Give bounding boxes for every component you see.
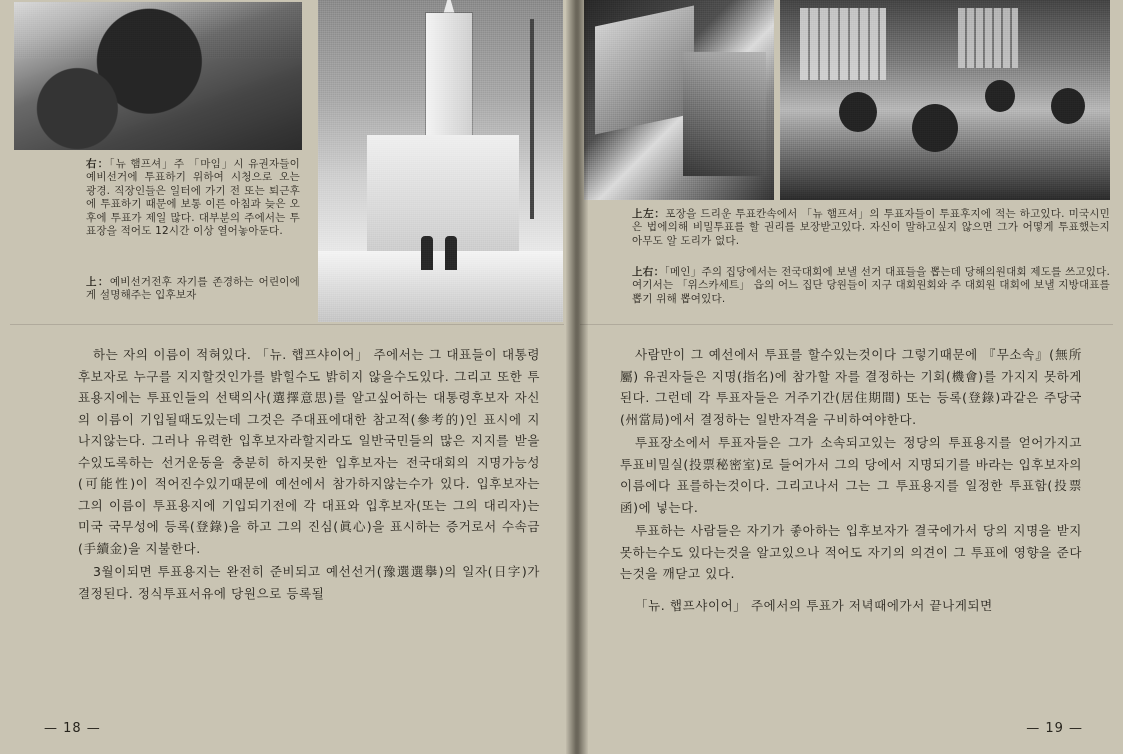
left-paragraph-2: 3월이되면 투표용지는 완전히 준비되고 예선선거(豫選選擧)의 일자(日字)가 결정된다. 정식투표서유에 당원으로 등록될 (78, 564, 540, 601)
caption-text-top: 예비선거전후 자기를 존경하는 어린이에게 설명해주는 입후보자 (86, 276, 300, 302)
church-winter-photo (318, 0, 563, 322)
right-paragraph-4: 「뉴. 햅프샤이어」 주에서의 투표가 저녁때에가서 끝나게되면 (635, 597, 993, 613)
right-body-text (620, 344, 1082, 616)
left-photo-band (0, 0, 572, 322)
polling-room-photo (780, 0, 1110, 200)
right-paragraph-2: 투표장소에서 투표자들은 그가 소속되고있는 정당의 투표용지를 얻어가지고 투표비밀실(投票秘密室)로 들어가서 그의 당에서 지명되기를 바라는 입후보자의 이름에다 표를하는것이다. 그리고나서 그는 그 투표용지를 일정한 투표함(投票函)에 넣는다. (620, 435, 1082, 515)
left-page-number: — 18 — (44, 721, 101, 736)
right-caption-upper-left-marker (632, 208, 1110, 248)
right-divider-rule (580, 324, 1113, 325)
left-body-text (78, 344, 540, 604)
left-caption-top-marker (86, 276, 300, 303)
caption-marker-upper-right: 上右： (632, 266, 665, 278)
caption-text-upper-right: 「메인」주의 집당에서는 전국대회에 보낼 선거 대표들을 뽑는데 당해의원대회 제도를 쓰고있다. 여기서는 「위스카세트」 읍의 어느 집단 당원들이 지구 대회원회와 주 대회원 대회에 보낼 지방대표를 뽑기 위해 뽑여있다. (632, 266, 1110, 305)
voting-booth-photo (584, 0, 774, 200)
left-paragraph-1: 하는 자의 이름이 적혀있다. 「뉴. 햅프샤이어」 주에서는 그 대표들이 대통령후보자로 누구를 지지할것인가를 밝힐수도 밝히지 않을수도있다. 그리고 또한 투표용지에는 투표인들의 선택의사(選擇意思)를 알고싶어하는 대통령후보자 자신의 이름이 기입될때도있는데 그것은 주대표에대한 참고적(參考的)인 표시에 지나지않는다. 그러나 유력한 입후보자라할지라도 일반국민들의 많은 지지를 받을수있도록하는 선거운동을 충분히 하지못한 입후보자는 전국대회의 지명가능성(可能性)이 적어진수있기때문에 예선에서 참가하지않는수가 있다. 입후보자는 그의 이름이 투표용지에 기입되기전에 각 대표와 입후보자(또는 그의 대리자)는 미국 국무성에 등록(登錄)을 하고 그의 진심(眞心)을 표시하는 증거로서 수속금(手續金)을 지불한다. (78, 347, 540, 556)
right-photo-band (572, 0, 1123, 322)
caption-text-right: 「뉴 햄프셔」주 「마임」시 유권자들이 예비선거에 투표하기 위하여 시청으로 오는 광경. 직장인들은 일터에 가기 전 또는 퇴근후에 투표하기 때문에 보통 이른 아침과 늦은 오후에 투표가 제일 많다. 대부분의 주에서는 투표장을 적어도 12시간 이상 열어놓아둔다. (86, 158, 300, 238)
street-crowd-photo (14, 2, 302, 150)
caption-marker-right: 右： (86, 158, 110, 170)
left-divider-rule (10, 324, 564, 325)
caption-text-upper-left: 포장을 드리운 투표칸속에서 「뉴 햄프셔」의 투표자들이 투표후지에 적는 하고있다. 미국시민은 법에의해 비밀투표를 할 권리를 보장받고있다. 자신이 말하고싶지 않으면 그가 어떻게 투표했는지 아무도 알 도리가 없다. (632, 208, 1110, 247)
caption-marker-upper-left: 上左： (632, 208, 666, 220)
left-caption-right-marker (86, 158, 300, 239)
right-page-number: — 19 — (1026, 721, 1083, 736)
right-paragraph-3: 투표하는 사람들은 자기가 좋아하는 입후보자가 결국에가서 당의 지명을 받지못하는수도 있다는것을 알고있으나 적어도 자기의 의견이 그 투표에 영향을 준다는것을 깨닫고 있다. (620, 523, 1082, 581)
right-caption-upper-right-marker (632, 266, 1110, 306)
right-page (572, 0, 1123, 754)
caption-marker-top: 上： (86, 276, 110, 288)
right-paragraph-1: 사람만이 그 예선에서 투표를 할수있는것이다 그렇기때문에 『무소속』(無所屬) 유권자들은 지명(指名)에 참가할 자를 결정하는 기회(機會)를 가지지 못하게된다. 그런데 각 투표자들은 거주기간(居住期間) 또는 등록(登錄)과같은 주당국(州當局)에서 결정하는 일반자격을 구비하여야한다. (620, 347, 1082, 427)
